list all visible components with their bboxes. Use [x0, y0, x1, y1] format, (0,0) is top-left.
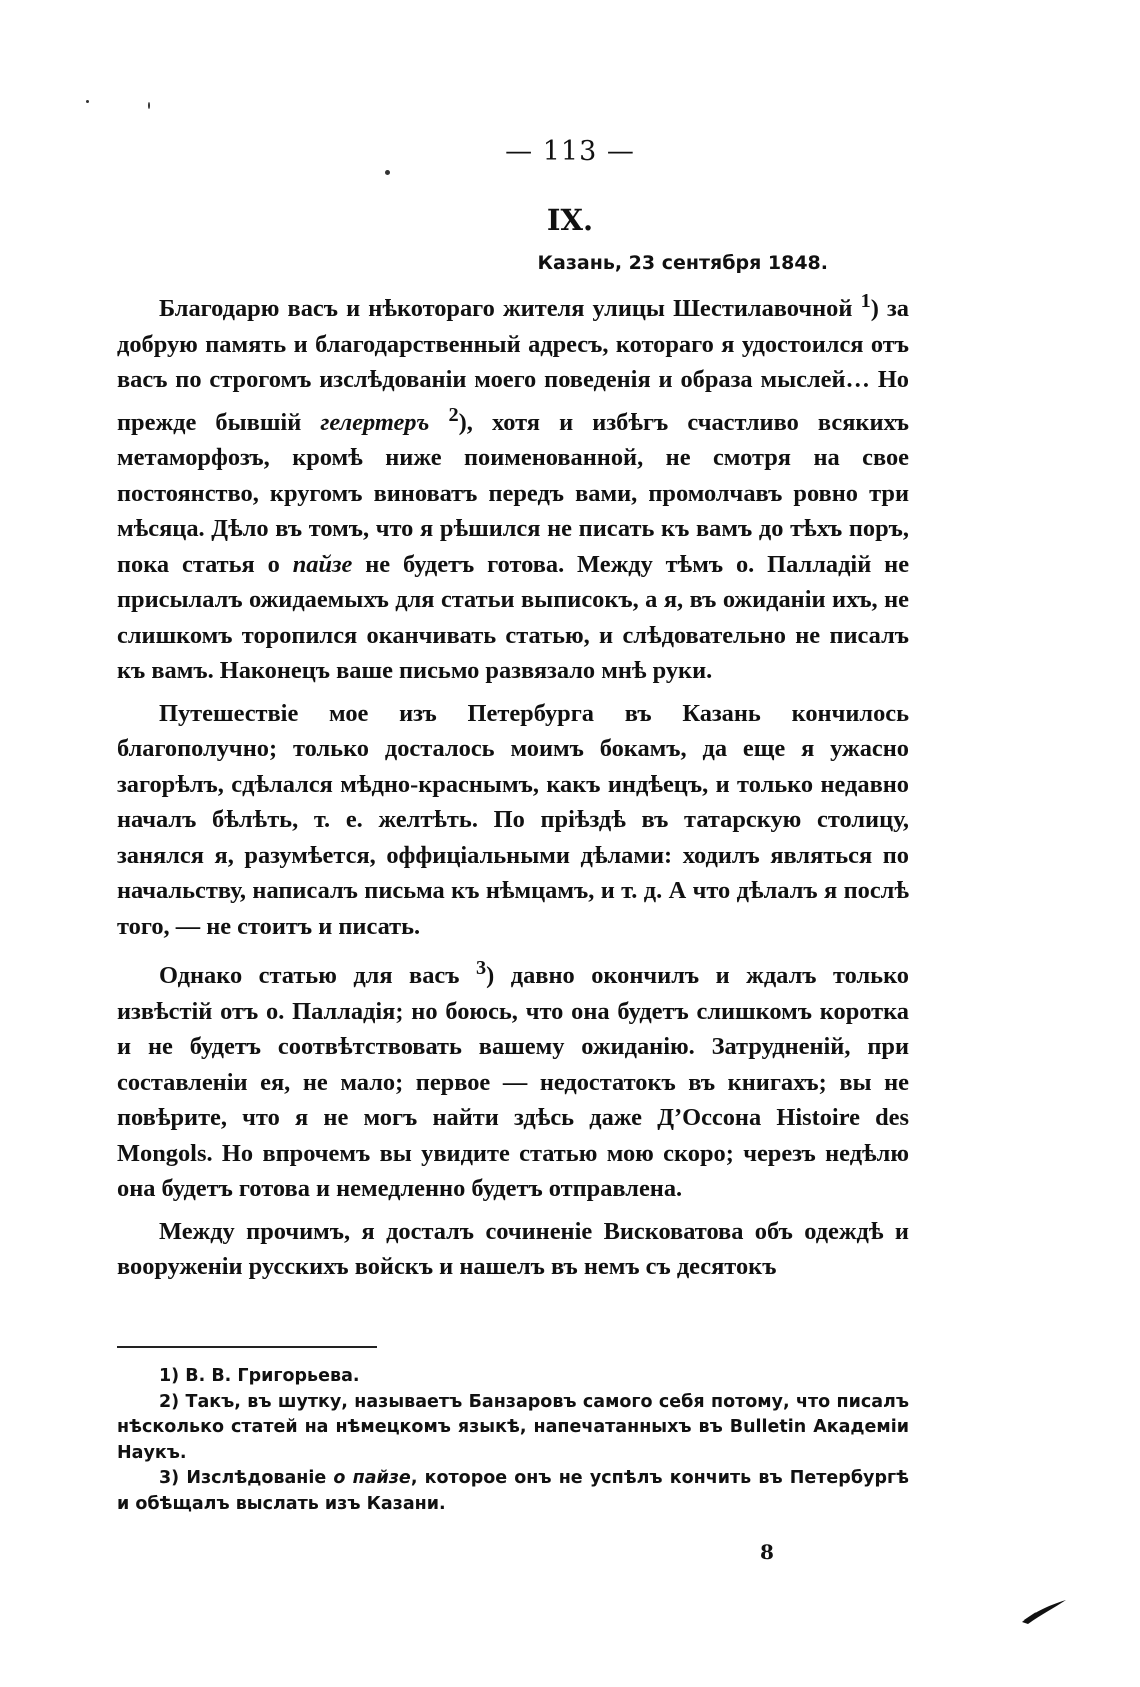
- italic-term-gelehrter: гелертеръ: [320, 408, 430, 436]
- paragraph-text: ), хотя и избѣгъ счастливо всякихъ метаморфозъ, кромѣ ниже поименованной, не смотря на свое постоянство, кругомъ виноватъ передъ вами, промолчавъ ровно три мѣсяца. Дѣло въ томъ, что я рѣшился не писать къ вамъ до тѣхъ поръ, пока статья о: [117, 408, 909, 578]
- signature-mark: 8: [760, 1540, 774, 1564]
- footnote-2: 2) Такъ, въ шутку, называетъ Банзаровъ самого себя потому, что писалъ нѣсколько статей на нѣмецкомъ языкѣ, напечатанныхъ въ Bulletin Академіи Наукъ.: [117, 1391, 909, 1463]
- footnote-3: [117, 1466, 909, 1517]
- chapter-heading: IX.: [546, 203, 594, 237]
- ink-blot-icon: [1020, 1598, 1070, 1626]
- footnote-ref-2: 2: [448, 403, 459, 426]
- letter-dateline: Казань, 23 сентября 1848.: [537, 252, 828, 274]
- paragraph-text: Однако статью для васъ: [159, 962, 476, 990]
- paragraph-text: ) за добрую память и благодарственный адресъ, котораго я удостоился отъ васъ по строгомъ изслѣдованіи моего поведенія и образа мыслей… Но прежде бывшій: [117, 295, 909, 436]
- paragraph-1: [117, 284, 909, 689]
- paragraph-text: не будетъ готова. Между тѣмъ о. Палладій не присылалъ ожидаемыхъ для статьи выписокъ, а я, въ ожиданіи ихъ, не слишкомъ торопился оканчивать статью, и слѣдовательно не писалъ къ вамъ. Наконецъ ваше письмо развязало мнѣ руки.: [117, 550, 910, 685]
- footnote-text: , которое онъ не успѣлъ кончить въ Петербургѣ и обѣщалъ выслать изъ Казани.: [117, 1468, 909, 1514]
- paragraph-2: Путешествіе мое изъ Петербурга въ Казань кончилось благополучно; только досталось моимъ бокамъ, да еще я ужасно загорѣлъ, сдѣлался мѣдно-краснымъ, какъ индѣецъ, и только недавно началъ бѣлѣть, т. е. желтѣть. По пріѣздѣ въ татарскую столицу, занялся я, разумѣется, оффиціальными дѣлами: ходилъ являться по начальству, написалъ письма къ нѣмцамъ, и т. д. А что дѣлалъ я послѣ того, — не стоитъ и писать.: [117, 699, 909, 940]
- letter-body: [117, 284, 909, 1292]
- footnote-1: 1) В. В. Григорьева.: [159, 1366, 360, 1386]
- italic-term-paize: о пайзе: [333, 1468, 411, 1488]
- footnote-ref-3: 3: [475, 957, 487, 980]
- footnote-text: 3) Изслѣдованіе: [159, 1468, 334, 1488]
- page-number: — 113 —: [505, 136, 635, 167]
- paragraph-4: Между прочимъ, я досталъ сочиненіе Висковатова объ одеждѣ и вооруженіи русскихъ войскъ и нашелъ въ немъ съ десятокъ: [117, 1217, 909, 1281]
- footnotes: [117, 1364, 909, 1517]
- print-speck: [86, 100, 89, 103]
- footnote-ref-1: 1: [860, 290, 871, 312]
- paragraph-text: Благодарю васъ и нѣкотораго жителя улицы Шестилавочной: [159, 295, 853, 323]
- print-speck: [385, 170, 390, 175]
- italic-term-paize: пайзе: [292, 550, 353, 578]
- paragraph-3: [117, 951, 909, 1207]
- paragraph-text: ) давно окончилъ и ждалъ только извѣстій отъ о. Палладія; но боюсь, что она будетъ слишкомъ коротка и не будетъ соотвѣтствовать вашему ожиданію. Затрудненій, при составленіи ея, не мало; первое — недостатокъ въ книгахъ; вы не повѣрите, что я не могъ найти здѣсь даже Д’Оссона Histoire des Mongols. Но впрочемъ вы увидите статью мою скоро; черезъ недѣлю она будетъ готова и немедленно будетъ отправлена.: [117, 962, 910, 1203]
- print-speck: [148, 102, 150, 109]
- footnote-divider: [117, 1346, 377, 1348]
